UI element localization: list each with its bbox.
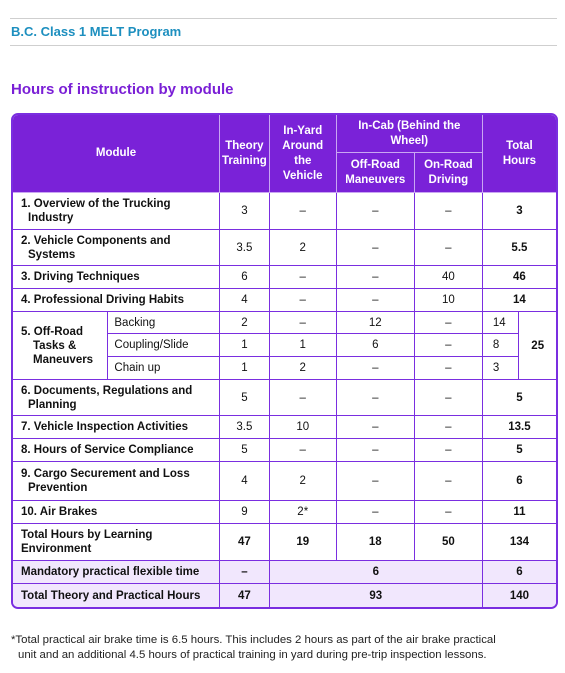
module-name: 1. Overview of the Trucking Industry [13,193,220,230]
cell-offroad: – [337,416,415,439]
header-row-1 [13,115,556,153]
module-name: 8. Hours of Service Compliance [13,439,220,462]
cell-subtotal: 3 [483,357,520,380]
cell-theory: 6 [220,266,270,289]
cell-yard: 2 [270,462,337,501]
cell-yard: 2 [270,357,337,380]
cell-yard: – [270,193,337,230]
cell-yard: 10 [270,416,337,439]
cell-practical: 93 [270,584,483,607]
cell-onroad: 10 [415,289,483,312]
cell-offroad: – [337,439,415,462]
cell-offroad: – [337,266,415,289]
cell-yard: – [270,380,337,416]
module-name: 5. Off-Road Tasks & Maneuvers [13,312,108,380]
cell-offroad: 18 [337,524,415,561]
cell-onroad: – [415,462,483,501]
cell-offroad: – [337,357,415,380]
cell-yard: – [270,439,337,462]
header-theory: Theory Training [220,115,270,193]
cell-total: 13.5 [483,416,556,439]
cell-offroad: – [337,193,415,230]
cell-offroad: – [337,380,415,416]
cell-onroad: – [415,357,483,380]
footnote [11,633,556,663]
cell-theory: 9 [220,501,270,524]
cell-yard: – [270,312,337,334]
header-total: Total Hours [483,115,556,193]
submodule-name: Backing [108,312,220,334]
submodule-name: Chain up [108,357,220,380]
cell-theory: 5 [220,439,270,462]
table-row [13,462,556,501]
cell-onroad: – [415,501,483,524]
cell-yard: – [270,266,337,289]
table-row [13,416,556,439]
header-in-cab: In-Cab (Behind the Wheel) [337,115,483,153]
cell-offroad: – [337,289,415,312]
module-name: 3. Driving Techniques [13,266,220,289]
cell-theory: 4 [220,462,270,501]
cell-theory: 1 [220,334,270,357]
cell-onroad: – [415,193,483,230]
section-title: Hours of instruction by module [11,81,234,98]
module-name: 9. Cargo Securement and Loss Prevention [13,462,220,501]
table-row [13,501,556,524]
cell-onroad: 50 [415,524,483,561]
cell-theory: 3.5 [220,416,270,439]
module-name: 6. Documents, Regulations and Planning [13,380,220,416]
cell-subtotal: 14 [483,312,520,334]
cell-onroad: – [415,439,483,462]
cell-practical: 6 [270,561,483,584]
cell-theory: 5 [220,380,270,416]
header-off-road: Off-Road Maneuvers [337,153,415,193]
cell-offroad: – [337,462,415,501]
cell-total: 5 [483,380,556,416]
cell-theory: 47 [220,524,270,561]
cell-theory: 47 [220,584,270,607]
table-row [13,289,556,312]
cell-total: 5 [483,439,556,462]
cell-theory: – [220,561,270,584]
cell-total: 3 [483,193,556,230]
grand-total-label: Total Theory and Practical Hours [13,584,220,607]
table-row [13,439,556,462]
cell-yard: 1 [270,334,337,357]
cell-onroad: – [415,380,483,416]
cell-total: 140 [483,584,556,607]
cell-onroad: – [415,334,483,357]
module-name: 10. Air Brakes [13,501,220,524]
header-in-yard: In-Yard Around the Vehicle [270,115,337,193]
header-on-road: On-Road Driving [415,153,483,193]
cell-total: 6 [483,462,556,501]
cell-total: 5.5 [483,230,556,266]
flexible-label: Mandatory practical flexible time [13,561,220,584]
totals-label: Total Hours by Learning Environment [13,524,220,561]
cell-yard: 2 [270,230,337,266]
table-row [13,230,556,266]
flexible-time-row [13,561,556,584]
table-row [13,266,556,289]
cell-onroad: – [415,312,483,334]
cell-theory: 1 [220,357,270,380]
totals-by-environment-row [13,524,556,561]
footnote-line-2: unit and an additional 4.5 hours of practical training in yard during pre-trip inspection lessons. [18,649,487,661]
cell-total: 46 [483,266,556,289]
cell-theory: 3 [220,193,270,230]
cell-total: 25 [519,312,556,380]
cell-total: 14 [483,289,556,312]
cell-offroad: – [337,501,415,524]
cell-offroad: 6 [337,334,415,357]
table-row [13,193,556,230]
submodule-name: Coupling/Slide [108,334,220,357]
cell-theory: 2 [220,312,270,334]
cell-total: 6 [483,561,556,584]
cell-total: 11 [483,501,556,524]
document-title: B.C. Class 1 MELT Program [11,24,182,39]
hours-table [11,113,558,609]
cell-onroad: 40 [415,266,483,289]
header-module: Module [13,115,220,193]
module-name: 2. Vehicle Components and Systems [13,230,220,266]
cell-yard: 19 [270,524,337,561]
module-name: 7. Vehicle Inspection Activities [13,416,220,439]
cell-offroad: 12 [337,312,415,334]
header-rule-bottom [10,45,557,46]
cell-offroad: – [337,230,415,266]
table-row-module5 [13,312,556,334]
cell-yard: – [270,289,337,312]
table-row [13,380,556,416]
cell-onroad: – [415,416,483,439]
cell-total: 134 [483,524,556,561]
module-name: 4. Professional Driving Habits [13,289,220,312]
cell-subtotal: 8 [483,334,520,357]
grand-total-row [13,584,556,607]
footnote-line-1: *Total practical air brake time is 6.5 hours. This includes 2 hours as part of the air brake practical [11,634,496,646]
cell-theory: 4 [220,289,270,312]
cell-onroad: – [415,230,483,266]
cell-theory: 3.5 [220,230,270,266]
cell-yard: 2* [270,501,337,524]
header-rule-top [10,18,557,19]
